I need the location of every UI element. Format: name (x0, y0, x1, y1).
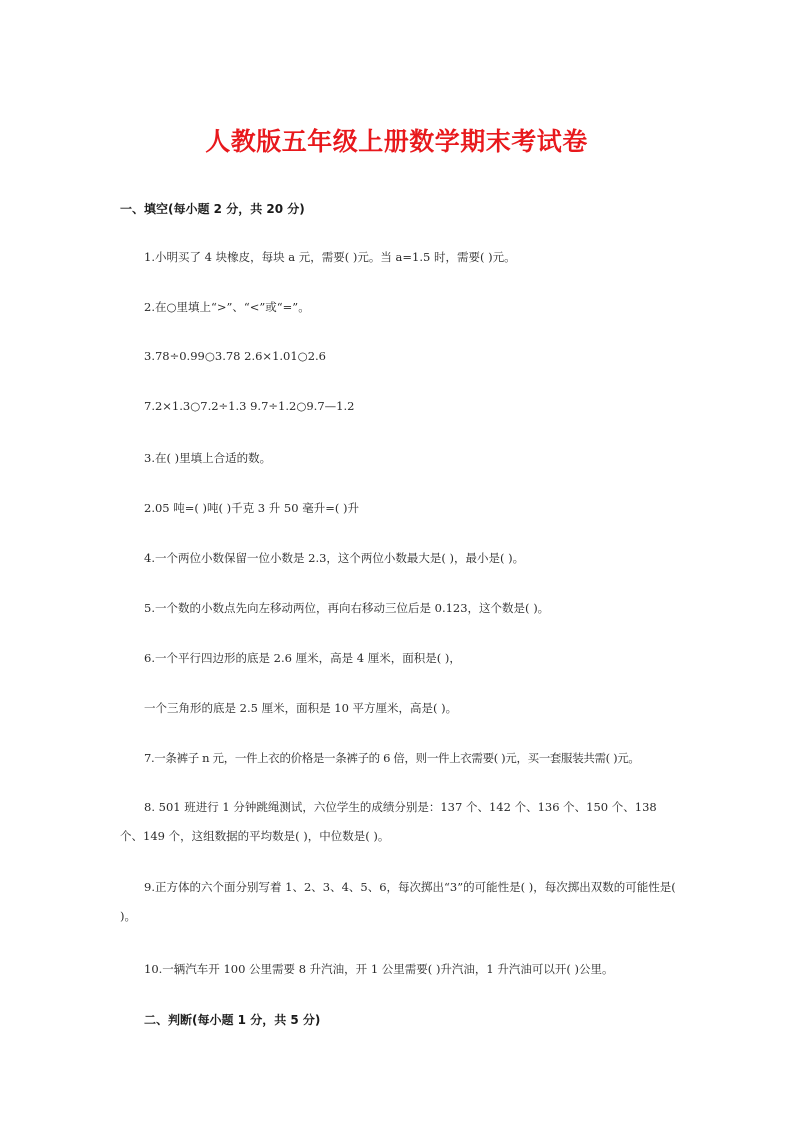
page-title: 人教版五年级上册数学期末考试卷 (205, 127, 588, 156)
question-9: 9.正方体的六个面分别写着 1、2、3、4、5、6，每次掷出“3”的可能性是( )，每次掷出双数的可能性是( )。 (120, 880, 676, 923)
section-heading-fill-blank: 一、填空(每小题 2 分，共 20 分) (120, 202, 305, 216)
question-1: 1.小明买了 4 块橡皮，每块 a 元，需要( )元。当 a=1.5 时，需要( )元。 (144, 250, 516, 264)
question-2-part-a: 3.78÷0.99○3.78 2.6×1.01○2.6 (144, 349, 326, 363)
question-10: 10.一辆汽车开 100 公里需要 8 升汽油，开 1 公里需要( )升汽油，1 升汽油可以开( )公里。 (144, 962, 614, 976)
question-3: 3.在( )里填上合适的数。 (144, 451, 272, 465)
question-3-part-a: 2.05 吨=( )吨( )千克 3 升 50 毫升=( )升 (144, 501, 359, 515)
question-6-part-a: 6.一个平行四边形的底是 2.6 厘米，高是 4 厘米，面积是( )， (144, 651, 461, 665)
question-2-part-b: 7.2×1.3○7.2÷1.3 9.7÷1.2○9.7—1.2 (144, 399, 355, 413)
question-8: 8. 501 班进行 1 分钟跳绳测试，六位学生的成绩分别是：137 个、142 个、136 个、150 个、138 个、149 个，这组数据的平均数是( )，中位数是( )。 (120, 800, 657, 843)
question-6-part-b: 一个三角形的底是 2.5 厘米，面积是 10 平方厘米，高是( )。 (144, 701, 458, 715)
section-heading-true-false: 二、判断(每小题 1 分，共 5 分) (144, 1013, 321, 1027)
question-2: 2.在○里填上“>”、“<”或“=”。 (144, 300, 310, 314)
question-4: 4.一个两位小数保留一位小数是 2.3，这个两位小数最大是( )，最小是( )。 (144, 551, 525, 565)
question-5: 5.一个数的小数点先向左移动两位，再向右移动三位后是 0.123，这个数是( )。 (144, 601, 550, 615)
question-7: 7.一条裤子 n 元，一件上衣的价格是一条裤子的 6 倍，则一件上衣需要( )元，买一套服装共需( )元。 (144, 751, 640, 765)
